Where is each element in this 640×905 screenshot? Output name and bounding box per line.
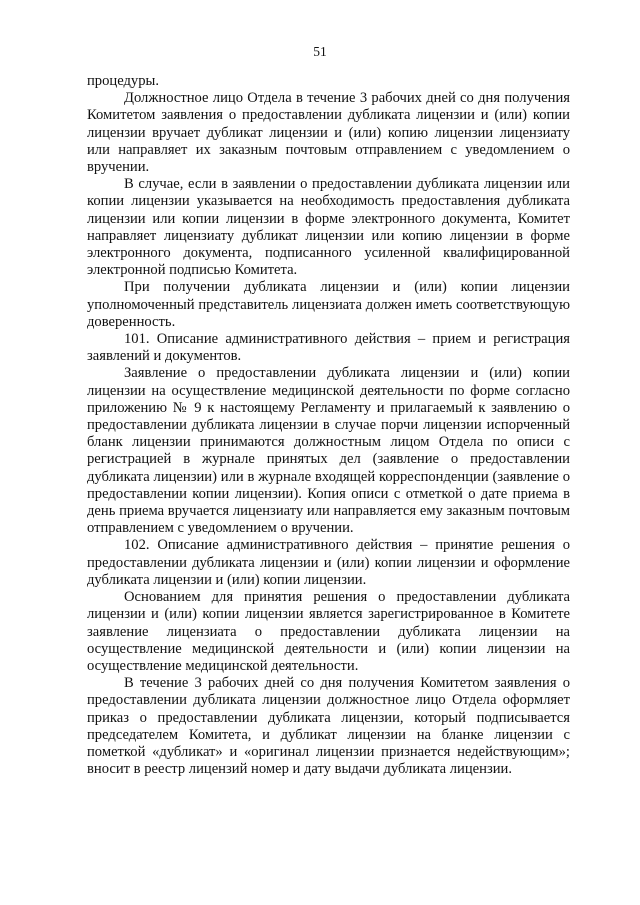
paragraph-section-102: 102. Описание административного действия – принятие решения о предоставлении дубликата лицензии и (или) копии лицензии и оформление дубликата лицензии и (или) копии лицензии. (87, 537, 570, 588)
document-body (87, 73, 570, 778)
paragraph-procedure-end: процедуры. (87, 73, 159, 89)
paragraph-delivery: Должностное лицо Отдела в течение 3 рабочих дней со дня получения Комитетом заявления о предоставлении дубликата лицензии и (или) копии лицензии вручает дубликат лицензии и (или) копию лицензии лицензиату или направляет их заказным почтовым отправлением с уведомлением о вручении. (87, 90, 570, 176)
paragraph-power-of-attorney: При получении дубликата лицензии и (или) копии лицензии уполномоченный представитель лицензиата должен иметь соответствующую доверенность. (87, 279, 570, 330)
page-number: 51 (313, 44, 327, 59)
paragraph-duplicate-order: В течение 3 рабочих дней со дня получения Комитетом заявления о предоставлении дубликата лицензии должностное лицо Отдела оформляет приказ о предоставлении дубликата лицензии, который подписывается председателем Комитета, и дубликат лицензии на бланке лицензии с пометкой «дубликат» и «оригинал лицензии признается недействующим»; вносит в реестр лицензий номер и дату выдачи дубликата лицензии. (87, 675, 570, 778)
paragraph-decision-basis: Основанием для принятия решения о предоставлении дубликата лицензии и (или) копии лицензии является зарегистрированное в Комитете заявление лицензиата о предоставлении дубликата лицензии на осуществление медицинской деятельности и (или) копии лицензии на осуществление медицинской деятельности. (87, 589, 570, 674)
paragraph-section-101: 101. Описание административного действия – прием и регистрация заявлений и документов. (87, 331, 570, 365)
paragraph-electronic-form: В случае, если в заявлении о предоставлении дубликата лицензии или копии лицензии указывается на необходимость предоставления дубликата лицензии или копии лицензии в форме электронного документа, Комитет направляет лицензиату дубликат лицензии или копию лицензии в форме электронного документа, подписанного усиленной квалифицированной электронной подписью Комитета. (87, 176, 570, 279)
paragraph-application-intake: Заявление о предоставлении дубликата лицензии и (или) копии лицензии на осуществление медицинской деятельности по форме согласно приложению № 9 к настоящему Регламенту и прилагаемый к заявлению о предоставлении дубликата лицензии в случае порчи лицензии испорченный бланк лицензии принимаются должностным лицом Отдела по описи с регистрацией в журнале принятых дел (заявление о предоставлении дубликата лицензии) или в журнале входящей корреспонденции (заявление о предоставлении копии лицензии). Копия описи с отметкой о дате приема в день приема вручается лицензиату или направляется ему заказным почтовым отправлением с уведомлением о вручении. (87, 365, 570, 537)
